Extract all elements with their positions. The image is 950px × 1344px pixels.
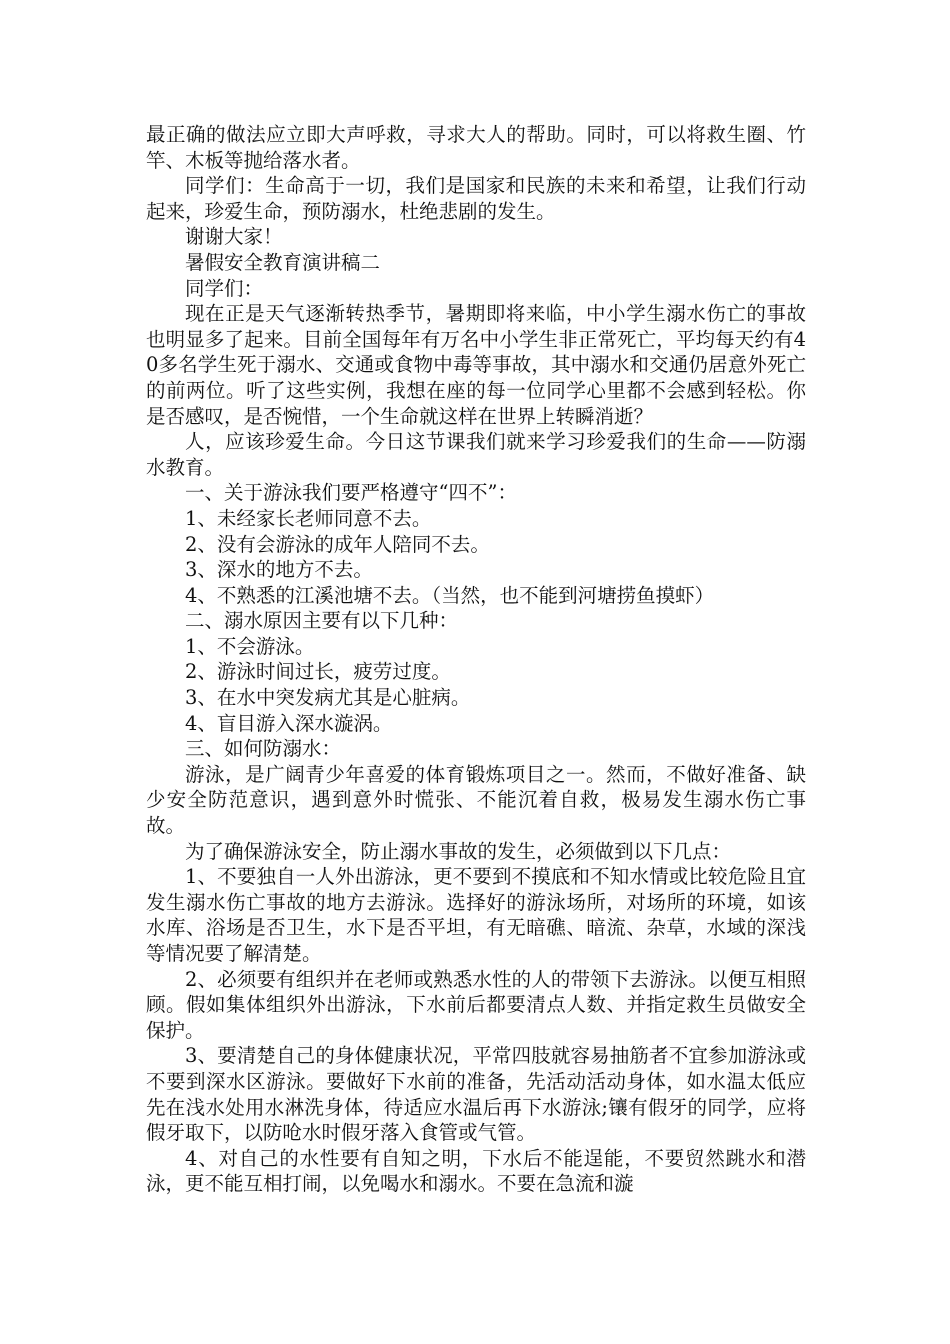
- list-item: 1、不会游泳。: [185, 634, 315, 658]
- list-item: 3、深水的地方不去。: [185, 558, 373, 582]
- document-body: [146, 122, 806, 1197]
- paragraph: 人，应该珍爱生命。今日这节课我们就来学习珍爱我们的生命——防溺水教育。: [146, 430, 806, 479]
- paragraph: 为了确保游泳安全，防止溺水事故的发生，必须做到以下几点：: [185, 839, 732, 863]
- list-heading: 二、溺水原因主要有以下几种：: [185, 609, 459, 633]
- list-item: 3、要清楚自己的身体健康状况，平常四肢就容易抽筋者不宜参加游泳或不要到深水区游泳。要做好下水前的准备，先活动活动身体，如水温太低应先在浅水处用水淋洗身体，待适应水温后再下水游泳;镶有假牙的同学，应将假牙取下，以防呛水时假牙落入食管或气管。: [146, 1044, 806, 1145]
- list-item: 1、未经家长老师同意不去。: [185, 506, 432, 530]
- paragraph: 谢谢大家！: [185, 225, 283, 249]
- list-heading: 一、关于游泳我们要严格遵守“四不”：: [185, 481, 517, 505]
- list-item: 1、不要独自一人外出游泳，更不要到不摸底和不知水情或比较危险且宜发生溺水伤亡事故的地方去游泳。选择好的游泳场所，对场所的环境，如该水库、浴场是否卫生，水下是否平坦，有无暗礁、暗流、杂草，水域的深浅等情况要了解清楚。: [146, 865, 806, 965]
- list-heading: 三、如何防溺水：: [185, 737, 342, 761]
- list-item: 4、对自己的水性要有自知之明，下水后不能逞能，不要贸然跳水和潜泳，更不能互相打闹，以免喝水和溺水。不要在急流和漩: [146, 1146, 806, 1196]
- list-item: 4、盲目游入深水漩涡。: [185, 711, 393, 735]
- paragraph: 现在正是天气逐渐转热季节，暑期即将来临，中小学生溺水伤亡的事故也明显多了起来。目前全国每年有万名中小学生非正常死亡，平均每天约有40多名学生死于溺水、交通或食物中毒等事故，其中溺水和交通仍居意外死亡的前两位。听了这些实例，我想在座的每一位同学心里都不会感到轻松。你是否感叹，是否惋惜，一个生命就这样在世界上转瞬消逝？: [146, 302, 806, 428]
- section-title: 暑假安全教育演讲稿二: [185, 250, 381, 274]
- list-item: 4、不熟悉的江溪池塘不去。（当然，也不能到河塘捞鱼摸虾）: [185, 583, 715, 607]
- list-item: 2、游泳时间过长，疲劳过度。: [185, 660, 451, 684]
- paragraph: 同学们：生命高于一切，我们是国家和民族的未来和希望，让我们行动起来，珍爱生命，预防溺水，杜绝悲剧的发生。: [146, 174, 806, 223]
- list-item: 2、必须要有组织并在老师或熟悉水性的人的带领下去游泳。以便互相照顾。假如集体组织外出游泳，下水前后都要清点人数、并指定救生员做安全保护。: [146, 967, 806, 1042]
- list-item: 2、没有会游泳的成年人陪同不去。: [185, 532, 490, 556]
- list-item: 3、在水中突发病尤其是心脏病。: [185, 686, 471, 710]
- salutation: 同学们：: [185, 276, 264, 300]
- paragraph: 游泳，是广阔青少年喜爱的体育锻炼项目之一。然而，不做好准备、缺少安全防范意识，遇到意外时慌张、不能沉着自救，极易发生溺水伤亡事故。: [146, 762, 806, 838]
- paragraph: 最正确的做法应立即大声呼救，寻求大人的帮助。同时，可以将救生圈、竹竿、木板等抛给落水者。: [146, 123, 806, 172]
